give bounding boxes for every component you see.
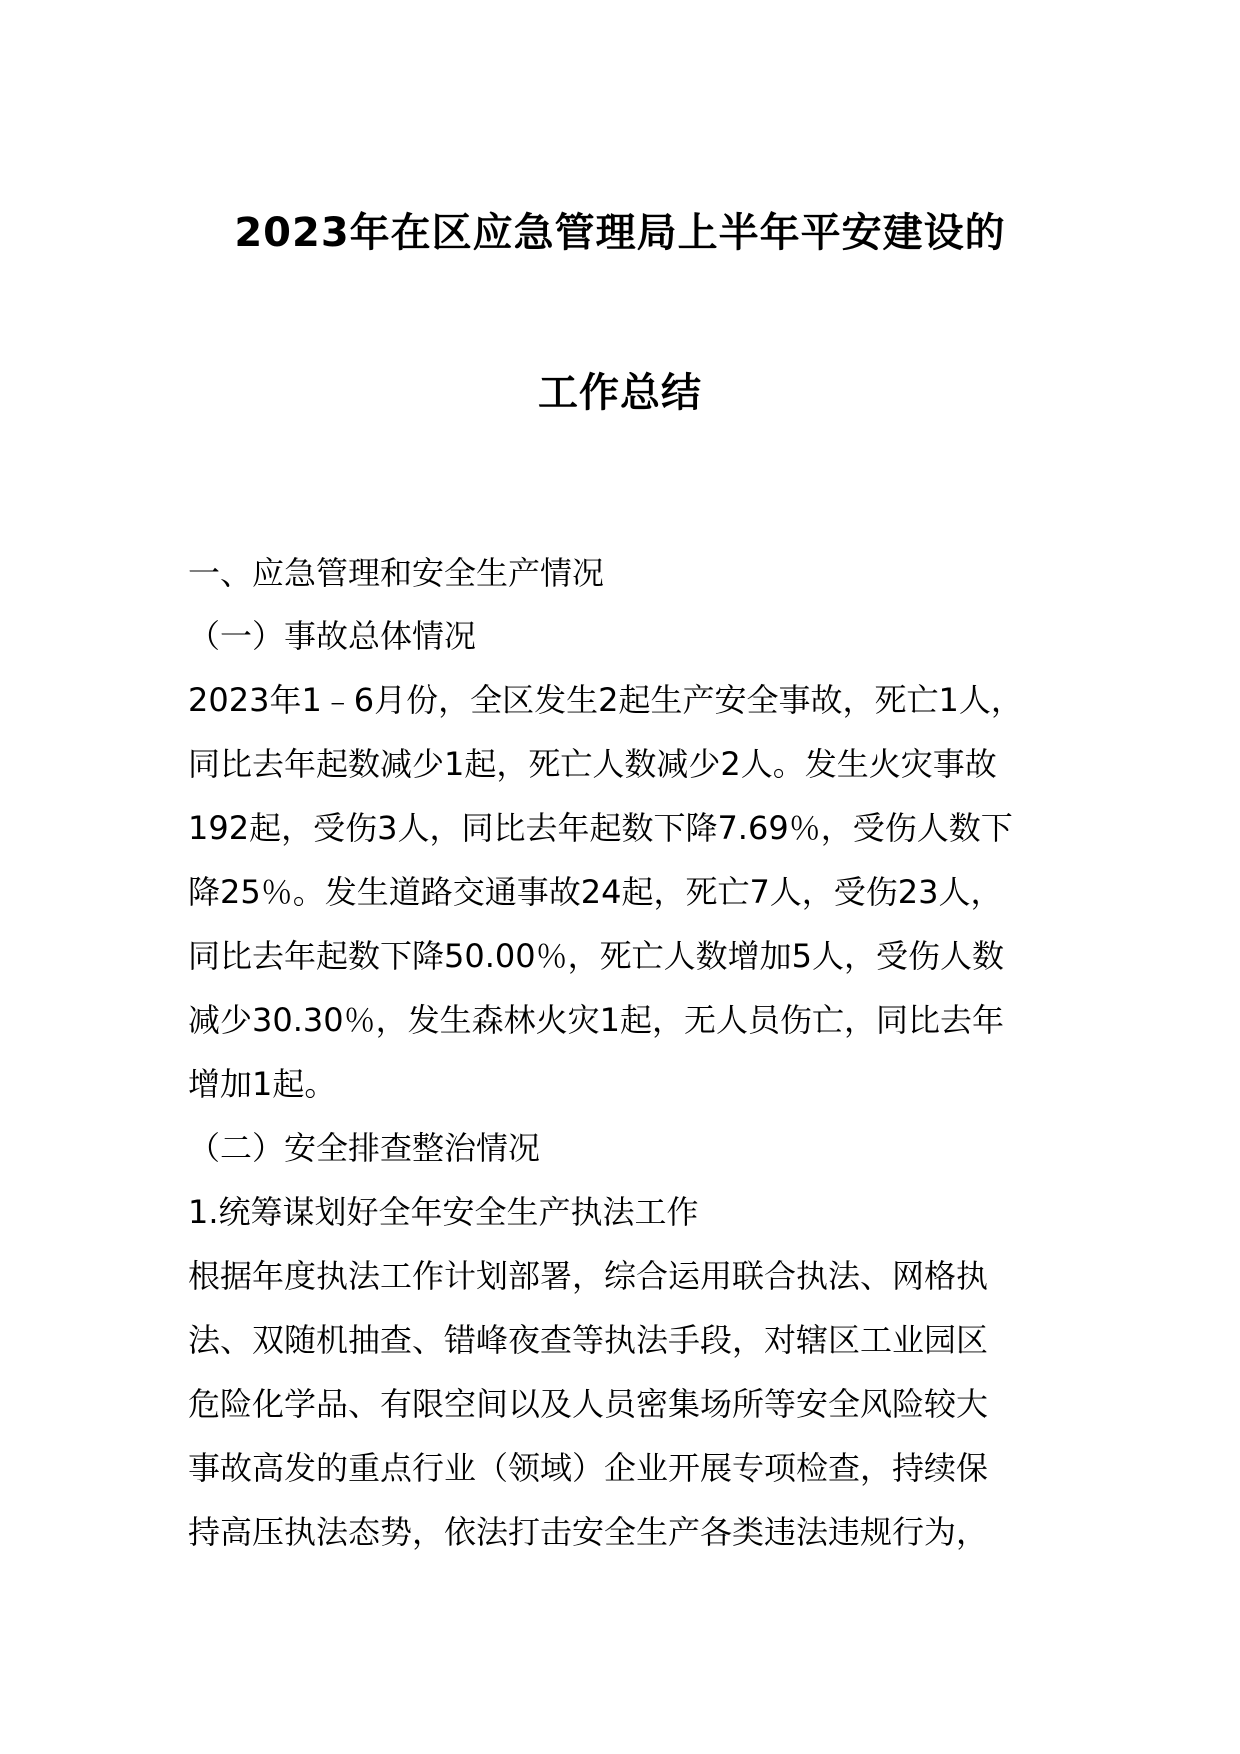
paragraph-line: 减少30.30％，发生森林火灾1起，无人员伤亡，同比去年 <box>188 1001 1004 1039</box>
paragraph-line: 法、双随机抽查、错峰夜查等执法手段，对辖区工业园区 <box>188 1321 989 1359</box>
paragraph-line: 降25％。发生道路交通事故24起，死亡7人，受伤23人， <box>188 873 1003 911</box>
subsection-heading: （一）事故总体情况 <box>188 617 477 655</box>
paragraph-line: 192起，受伤3人，同比去年起数下降7.69％，受伤人数下 <box>188 809 1013 847</box>
item-heading: 1.统筹谋划好全年安全生产执法工作 <box>188 1193 699 1231</box>
paragraph-line: 2023年1﹣6月份，全区发生2起生产安全事故，死亡1人， <box>188 681 1023 719</box>
paragraph-line: 增加1起。 <box>188 1065 337 1103</box>
section-heading: 一、应急管理和安全生产情况 <box>188 554 605 592</box>
paragraph-line: 事故高发的重点行业（领域）企业开展专项检查，持续保 <box>188 1449 989 1487</box>
document-title-line-1: 2023年在区应急管理局上半年平安建设的 <box>234 210 1006 256</box>
document-title-line-2: 工作总结 <box>538 370 702 416</box>
paragraph-line: 同比去年起数减少1起，死亡人数减少2人。发生火灾事故 <box>188 745 997 783</box>
paragraph-line: 持高压执法态势，依法打击安全生产各类违法违规行为， <box>188 1513 989 1551</box>
paragraph-line: 危险化学品、有限空间以及人员密集场所等安全风险较大 <box>188 1385 989 1423</box>
paragraph-line: 根据年度执法工作计划部署，综合运用联合执法、网格执 <box>188 1257 989 1295</box>
subsection-heading: （二）安全排查整治情况 <box>188 1129 541 1167</box>
paragraph-line: 同比去年起数下降50.00％，死亡人数增加5人，受伤人数 <box>188 937 1004 975</box>
